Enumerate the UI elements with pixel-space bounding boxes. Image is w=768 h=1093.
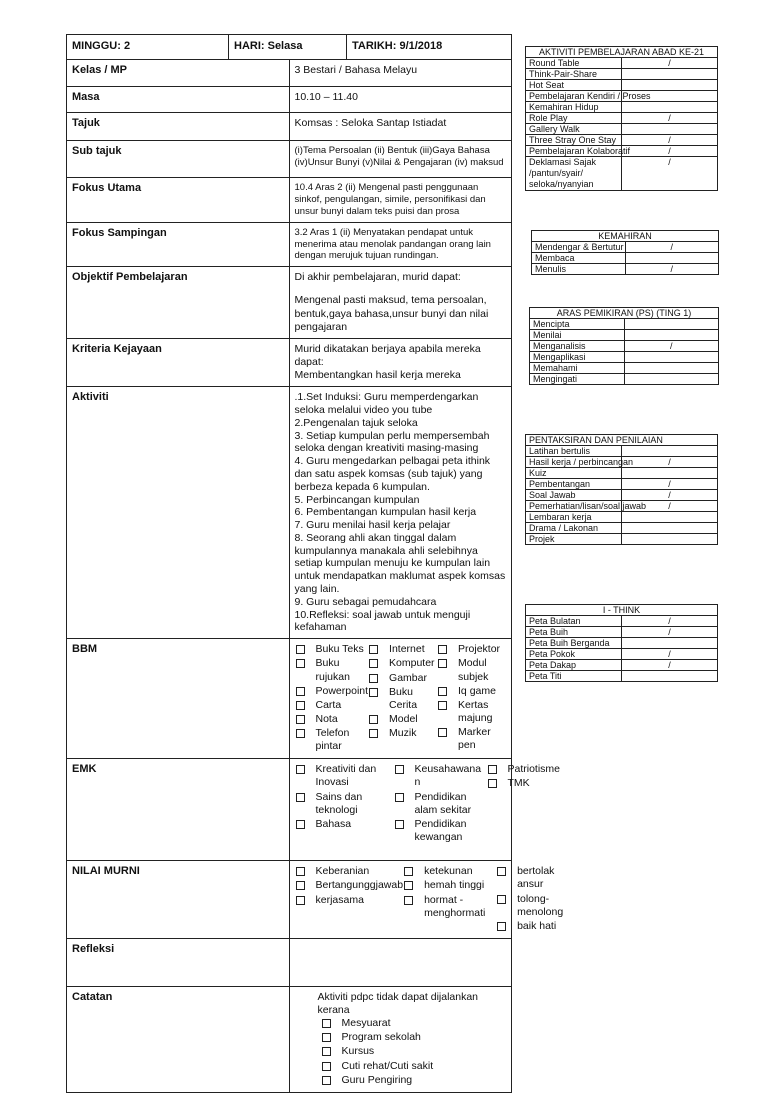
- ithink-row-label: Peta Dakap: [526, 660, 622, 671]
- subtajuk-label: Sub tajuk: [67, 141, 290, 178]
- pentaksiran-row-tick[interactable]: [622, 512, 718, 523]
- ithink-row-label: Peta Pokok: [526, 649, 622, 660]
- aras-row-tick[interactable]: [624, 374, 719, 385]
- checkbox[interactable]: [322, 1019, 331, 1028]
- emk-option: Patriotisme: [507, 763, 561, 776]
- checkbox[interactable]: [369, 659, 378, 668]
- aras-pemikiran-table: [529, 307, 719, 385]
- emk-option: Pendidikan alam sekitar: [414, 790, 472, 816]
- nilai-row: [67, 861, 512, 939]
- emk-option: Pendidikan kewangan: [414, 817, 467, 843]
- checkbox[interactable]: [497, 922, 506, 931]
- bbm-option: Marker pen: [458, 726, 491, 752]
- bbm-option: Carta: [315, 698, 342, 711]
- kemahiran-title: KEMAHIRAN: [532, 231, 719, 242]
- checkbox[interactable]: [296, 729, 305, 738]
- aras-row-label: Mengaplikasi: [530, 352, 625, 363]
- abad-row-label: Role Play: [526, 113, 622, 124]
- kemahiran-row-label: Menulis: [532, 264, 626, 275]
- catatan-option: Kursus: [341, 1045, 375, 1058]
- bbm-option: Buku Teks: [315, 643, 364, 656]
- abad-row-tick[interactable]: /: [622, 58, 718, 69]
- nilai-label: NILAI MURNI: [67, 861, 290, 939]
- checkbox[interactable]: [296, 765, 305, 774]
- abad-row-tick[interactable]: [622, 124, 718, 135]
- checkbox[interactable]: [497, 867, 506, 876]
- checkbox[interactable]: [296, 896, 305, 905]
- bbm-option: Internet: [389, 643, 425, 656]
- abad-row-tick[interactable]: /: [622, 157, 718, 191]
- refleksi-label: Refleksi: [67, 938, 290, 986]
- pentaksiran-row-tick[interactable]: /: [622, 479, 718, 490]
- checkbox[interactable]: [369, 674, 378, 683]
- checkbox[interactable]: [438, 728, 447, 737]
- abad-row-label: Deklamasi Sajak /pantun/syair/ seloka/nyanyian: [526, 157, 622, 191]
- pentaksiran-row-label: Kuiz: [526, 468, 622, 479]
- abad-row-label: Pembelajaran Kendiri / Proses: [526, 91, 622, 102]
- fokus-sampingan-label: Fokus Sampingan: [67, 222, 290, 267]
- kemahiran-row-label: Mendengar & Bertutur: [532, 242, 626, 253]
- checkbox[interactable]: [438, 659, 447, 668]
- aktiviti-item: 7. Guru menilai hasil kerja pelajar: [294, 519, 451, 532]
- checkbox[interactable]: [404, 867, 413, 876]
- abad-row-label: Hot Seat: [526, 80, 622, 91]
- abad-row-label: Gallery Walk: [526, 124, 622, 135]
- checkbox[interactable]: [322, 1047, 331, 1056]
- pentaksiran-table: [525, 434, 718, 545]
- ithink-table: [525, 604, 718, 682]
- emk-option: TMK: [507, 777, 530, 790]
- catatan-option: Cuti rehat/Cuti sakit: [341, 1059, 434, 1072]
- checkbox[interactable]: [296, 793, 305, 802]
- aras-row-label: Menilai: [530, 330, 625, 341]
- nilai-option: Keberanian: [315, 865, 370, 878]
- checkbox[interactable]: [296, 701, 305, 710]
- bbm-option: Iq game: [458, 684, 496, 697]
- abad-row-tick[interactable]: /: [622, 135, 718, 146]
- aktiviti-item: 8. Seorang ahli akan tinggal dalam kumpulannya manakala ahli selebihnya setiap kumpulan menuju ke kumpulan lain untuk mendapatkan maklumat aspek komsas yang lain.: [294, 531, 506, 596]
- fokus-sampingan-value: 3.2 Aras 1 (ii) Menyatakan pendapat untuk menerima atau menolak pandangan orang lain dengan merujuk tujuan rundingan.: [289, 222, 512, 267]
- refleksi-row: [67, 938, 512, 986]
- bbm-option: Telefon pintar: [315, 727, 350, 753]
- catatan-label: Catatan: [67, 986, 290, 1092]
- abad-row-tick[interactable]: [622, 80, 718, 91]
- masa-label: Masa: [67, 87, 290, 113]
- ithink-row-label: Peta Titi: [526, 671, 622, 682]
- ithink-row-tick[interactable]: [622, 638, 718, 649]
- checkbox[interactable]: [296, 645, 305, 654]
- pentaksiran-row-label: Soal Jawab: [526, 490, 622, 501]
- pentaksiran-row-label: Latihan bertulis: [526, 446, 622, 457]
- objektif-label: Objektif Pembelajaran: [67, 267, 290, 339]
- checkbox[interactable]: [296, 881, 305, 890]
- objektif-row: [67, 267, 512, 339]
- emk-option: Kreativiti dan Inovasi: [315, 763, 377, 789]
- checkbox[interactable]: [296, 820, 305, 829]
- checkbox[interactable]: [438, 687, 447, 696]
- header-row: [67, 35, 512, 60]
- objektif-text: Mengenal pasti maksud, tema persoalan, bentuk,gaya bahasa,unsur bunyi dan nilai pengajaran: [294, 294, 489, 333]
- bbm-option: Buku rujukan: [315, 657, 350, 683]
- pentaksiran-row-tick[interactable]: [622, 468, 718, 479]
- checkbox[interactable]: [438, 701, 447, 710]
- minggu-cell: MINGGU: 2: [67, 35, 229, 59]
- aktiviti-row: [67, 387, 512, 639]
- kriteria-text: Membentangkan hasil kerja mereka: [294, 369, 461, 381]
- checkbox[interactable]: [322, 1076, 331, 1085]
- aktiviti-abad-21-title: AKTIVITI PEMBELAJARAN ABAD KE-21: [526, 47, 718, 58]
- nilai-col1: [295, 865, 404, 934]
- aktiviti-item: 10.Refleksi: soal jawab untuk menguji kefahaman: [294, 608, 471, 634]
- bbm-option: Modul subjek: [458, 657, 489, 683]
- aras-row-label: Memahami: [530, 363, 625, 374]
- kelas-value: 3 Bestari / Bahasa Melayu: [289, 60, 512, 87]
- checkbox[interactable]: [395, 765, 404, 774]
- aktiviti-list: [289, 387, 512, 639]
- checkbox[interactable]: [296, 659, 305, 668]
- fokus-sampingan-row: [67, 222, 512, 267]
- pentaksiran-row-tick[interactable]: /: [622, 457, 718, 468]
- fokus-utama-row: [67, 178, 512, 223]
- checkbox[interactable]: [497, 895, 506, 904]
- abad-row-tick[interactable]: [622, 69, 718, 80]
- emk-col1: [295, 763, 394, 845]
- catatan-option: Mesyuarat: [341, 1017, 391, 1030]
- bbm-col1: [295, 643, 369, 754]
- bbm-option: Gambar: [389, 671, 427, 684]
- hari-cell: HARI: Selasa: [229, 35, 347, 59]
- abad-row-label: Think-Pair-Share: [526, 69, 622, 80]
- pentaksiran-row-label: Pemerhatian/lisan/soal jawab: [526, 501, 622, 512]
- ithink-row-label: Peta Bulatan: [526, 616, 622, 627]
- masa-row: [67, 87, 512, 113]
- pentaksiran-row-tick[interactable]: /: [622, 490, 718, 501]
- aras-row-label: Menganalisis: [530, 341, 625, 352]
- ithink-row-label: Peta Buih Berganda: [526, 638, 622, 649]
- bbm-option: Powerpoint: [315, 684, 369, 697]
- bbm-label: BBM: [67, 639, 290, 759]
- aktiviti-item: 9. Guru sebagai pemudahcara: [294, 595, 437, 608]
- aras-row-tick[interactable]: /: [624, 341, 719, 352]
- tajuk-value: Komsas : Seloka Santap Istiadat: [289, 113, 512, 141]
- bbm-option: Nota: [315, 712, 338, 725]
- bbm-col2: [368, 643, 437, 754]
- checkbox[interactable]: [404, 881, 413, 890]
- checkbox[interactable]: [322, 1062, 331, 1071]
- pentaksiran-title: PENTAKSIRAN DAN PENILAIAN: [526, 435, 718, 446]
- pentaksiran-row-label: Projek: [526, 534, 622, 545]
- nilai-option: bertolak ansur: [517, 865, 555, 891]
- ithink-row-label: Peta Buih: [526, 627, 622, 638]
- ithink-title: I - THINK: [526, 605, 718, 616]
- abad-row-label: Pembelajaran Kolaboratif: [526, 146, 622, 157]
- checkbox[interactable]: [404, 896, 413, 905]
- emk-option: Sains dan teknologi: [315, 790, 363, 816]
- emk-option: Keusahawanan: [414, 763, 482, 789]
- aras-pemikiran-title: ARAS PEMIKIRAN (PS) (TING 1): [530, 308, 719, 319]
- bbm-col3: [437, 643, 506, 754]
- ithink-row-tick[interactable]: /: [622, 616, 718, 627]
- checkbox[interactable]: [322, 1033, 331, 1042]
- catatan-option: Program sekolah: [341, 1031, 421, 1044]
- abad-row-tick[interactable]: /: [622, 113, 718, 124]
- aras-row-tick[interactable]: [624, 330, 719, 341]
- aras-row-tick[interactable]: [624, 319, 719, 330]
- nilai-option: kerjasama: [315, 893, 364, 906]
- bbm-row: [67, 639, 512, 759]
- abad-row-tick[interactable]: /: [622, 146, 718, 157]
- subtajuk-row: [67, 141, 512, 178]
- refleksi-field[interactable]: [289, 938, 512, 986]
- ithink-row-tick[interactable]: /: [622, 627, 718, 638]
- bbm-option: Projektor: [458, 643, 501, 656]
- ithink-row-tick[interactable]: /: [622, 660, 718, 671]
- kelas-row: [67, 60, 512, 87]
- kriteria-intro: Murid dikatakan berjaya apabila mereka dapat:: [294, 342, 481, 368]
- bbm-option: Buku Cerita: [389, 685, 418, 711]
- nilai-col3: [496, 865, 577, 934]
- catatan-option: Guru Pengiring: [341, 1073, 413, 1086]
- ithink-row-tick[interactable]: /: [622, 649, 718, 660]
- kemahiran-table: [531, 230, 719, 275]
- abad-row-label: Three Stray One Stay: [526, 135, 622, 146]
- nilai-option: baik hati: [517, 919, 557, 932]
- kemahiran-row-tick[interactable]: [625, 253, 719, 264]
- pentaksiran-row-label: Drama / Lakonan: [526, 523, 622, 534]
- subtajuk-value: (i)Tema Persoalan (ii) Bentuk (iii)Gaya Bahasa (iv)Unsur Bunyi (v)Nilai & Pengajaran (iv) maksud: [289, 141, 512, 178]
- emk-col2: [394, 763, 487, 845]
- kemahiran-row-label: Membaca: [532, 253, 626, 264]
- abad-row-label: Kemahiran Hidup: [526, 102, 622, 113]
- checkbox[interactable]: [296, 687, 305, 696]
- pentaksiran-row-tick[interactable]: /: [622, 501, 718, 512]
- pentaksiran-row-tick[interactable]: [622, 446, 718, 457]
- abad-row-label: Round Table: [526, 58, 622, 69]
- bbm-option: Model: [389, 712, 418, 725]
- aktiviti-item: 2.Pengenalan tajuk seloka: [294, 416, 418, 429]
- nilai-option: ketekunan: [424, 865, 473, 878]
- checkbox[interactable]: [369, 729, 378, 738]
- aktiviti-item: 3. Setiap kumpulan perlu mempersembah seloka dengan kreativiti masing-masing: [294, 429, 490, 455]
- kelas-label: Kelas / MP: [67, 60, 290, 87]
- pentaksiran-row-label: Hasil kerja / perbincangan: [526, 457, 622, 468]
- aktiviti-item: 4. Guru mengedarkan pelbagai peta ithink dan satu aspek komsas (sub tajuk) yang berbeza kepada 6 kumpulan.: [294, 455, 491, 493]
- checkbox[interactable]: [438, 645, 447, 654]
- pentaksiran-row-tick[interactable]: [622, 523, 718, 534]
- emk-col3: [487, 763, 561, 845]
- bbm-option: Muzik: [389, 727, 417, 740]
- emk-row: [67, 759, 512, 861]
- pentaksiran-row-label: Pembentangan: [526, 479, 622, 490]
- nilai-option: Bertangunggjawab: [315, 879, 404, 892]
- ithink-row-tick[interactable]: [622, 671, 718, 682]
- checkbox[interactable]: [488, 765, 497, 774]
- nilai-option: hemah tinggi: [424, 879, 485, 892]
- tarikh-cell: TARIKH: 9/1/2018: [352, 40, 443, 52]
- kemahiran-row-tick[interactable]: /: [625, 264, 719, 275]
- aktiviti-item: 6. Pembentangan kumpulan hasil kerja: [294, 506, 477, 519]
- nilai-option: hormat -menghormati: [424, 893, 486, 919]
- catatan-row: [67, 986, 512, 1092]
- pentaksiran-row-label: Lembaran kerja: [526, 512, 622, 523]
- fokus-utama-label: Fokus Utama: [67, 178, 290, 223]
- aras-row-label: Mencipta: [530, 319, 625, 330]
- kriteria-row: [67, 338, 512, 386]
- checkbox[interactable]: [395, 793, 404, 802]
- aras-row-tick[interactable]: [624, 363, 719, 374]
- nilai-option: tolong-menolong: [517, 892, 564, 918]
- kemahiran-row-tick[interactable]: /: [625, 242, 719, 253]
- masa-value: 10.10 – 11.40: [289, 87, 512, 113]
- objektif-intro: Di akhir pembelajaran, murid dapat:: [294, 271, 461, 284]
- fokus-utama-value: 10.4 Aras 2 (ii) Mengenal pasti penggunaan sinkof, pengulangan, simile, personifikasi dan unsur bunyi dalam teks puisi dan prosa: [289, 178, 512, 223]
- bbm-option: Komputer: [389, 657, 435, 670]
- checkbox[interactable]: [488, 779, 497, 788]
- catatan-intro: Aktiviti pdpc tidak dapat dijalankan kerana: [317, 990, 479, 1017]
- checkbox[interactable]: [296, 867, 305, 876]
- bbm-option: Kertas majung: [458, 698, 493, 724]
- aktiviti-item: 5. Perbincangan kumpulan: [294, 493, 420, 506]
- checkbox[interactable]: [369, 715, 378, 724]
- checkbox[interactable]: [296, 715, 305, 724]
- tajuk-row: [67, 113, 512, 141]
- aktiviti-label: Aktiviti: [67, 387, 290, 639]
- checkbox[interactable]: [369, 688, 378, 697]
- nilai-col2: [403, 865, 496, 934]
- tajuk-label: Tajuk: [67, 113, 290, 141]
- pentaksiran-row-tick[interactable]: [622, 534, 718, 545]
- emk-label: EMK: [67, 759, 290, 861]
- aktiviti-item: .1.Set Induksi: Guru memperdengarkan seloka melalui video you tube: [294, 391, 479, 416]
- kriteria-label: Kriteria Kejayaan: [67, 338, 290, 386]
- abad-row-tick[interactable]: [622, 102, 718, 113]
- checkbox[interactable]: [369, 645, 378, 654]
- aras-row-label: Mengingati: [530, 374, 625, 385]
- emk-option: Bahasa: [315, 817, 352, 830]
- checkbox[interactable]: [395, 820, 404, 829]
- aktiviti-abad-21-table: [525, 46, 718, 191]
- aras-row-tick[interactable]: [624, 352, 719, 363]
